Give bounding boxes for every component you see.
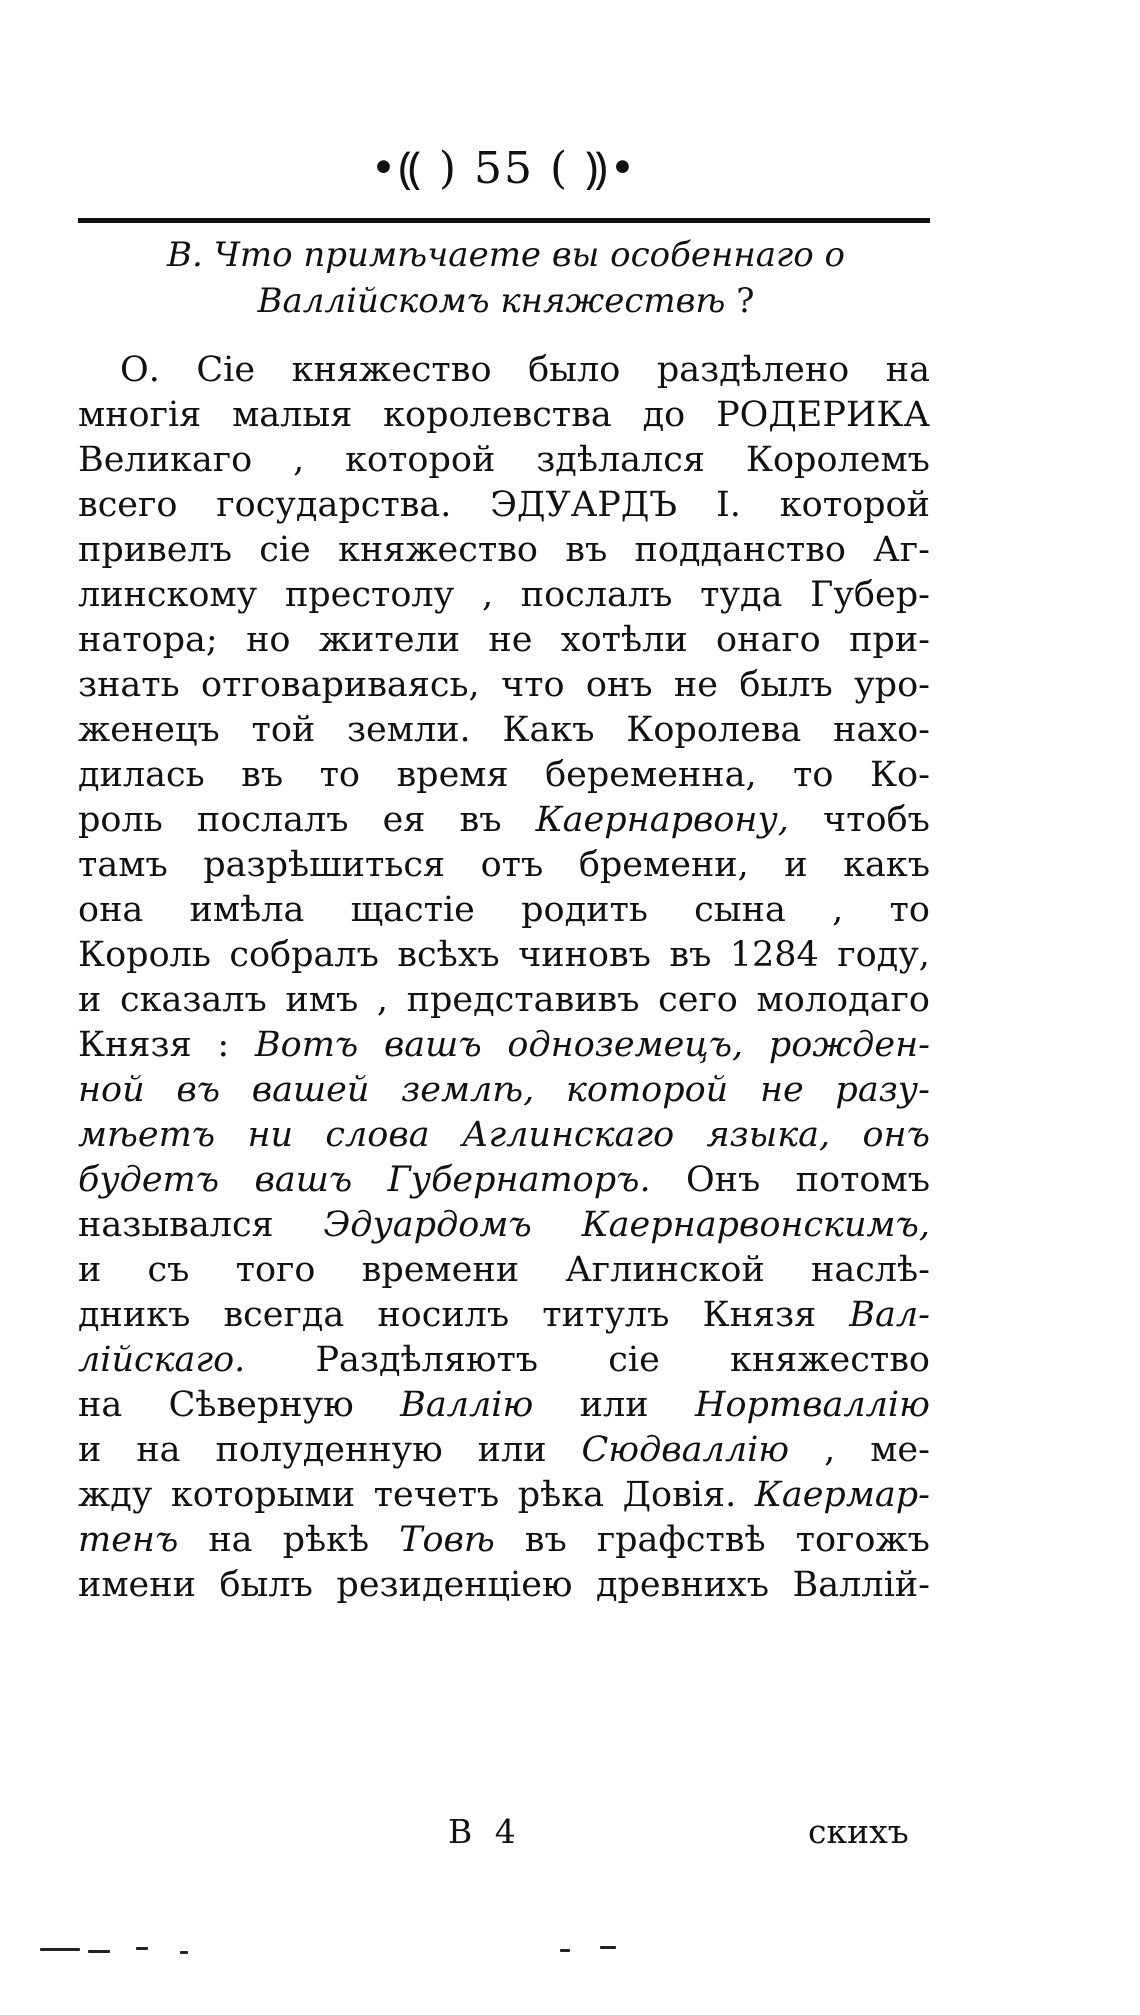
text-line: многія малыя королевства до РОДЕРИКА	[78, 395, 930, 435]
text-line: роль послалъ ея въ Каернарвону, чтобъ	[78, 800, 930, 840]
answer-body	[78, 348, 930, 1608]
text-line: Князя : Вотъ вашъ одноземецъ, рожден-	[78, 1025, 930, 1065]
signature-mark: В 4	[448, 1812, 522, 1851]
text-line: назывался Эдуардомъ Каернарвонскимъ,	[78, 1205, 930, 1245]
text-line: натора; но жители не хотѣли онаго при-	[78, 620, 930, 660]
question-heading	[95, 232, 917, 324]
text-line: и на полуденную или Сюдваллію , ме-	[78, 1430, 930, 1470]
text-line: тамъ разрѣшиться отъ бремени, и какъ	[78, 845, 930, 885]
text-line: дникъ всегда носилъ титулъ Князя Вал-	[78, 1295, 930, 1335]
text-line: имени былъ резиденціею древнихъ Валлій-	[78, 1565, 930, 1605]
text-line: женецъ той земли. Какъ Королева нахо-	[78, 710, 930, 750]
text-line: О. Сіе княжество было раздѣлено на	[120, 350, 930, 390]
text-line: она имѣла щастіе родить сына , то	[78, 890, 930, 930]
text-line: мѣетъ ни слова Аглинскаго языка, онъ	[78, 1115, 930, 1155]
text-line: Король собралъ всѣхъ чиновъ въ 1284 году,	[78, 935, 930, 975]
text-line: Великаго , которой здѣлался Королемъ	[78, 440, 930, 480]
header-rule	[78, 218, 930, 223]
text-line: лійскаго. Раздѣляютъ сіе княжество	[78, 1340, 930, 1380]
text-line: знать отговариваясь, что онъ не былъ уро-	[78, 665, 930, 705]
catchword: скихъ	[808, 1812, 909, 1851]
text-line: дилась въ то время беременна, то Ко-	[78, 755, 930, 795]
text-line: линскому престолу , послалъ туда Губер-	[78, 575, 930, 615]
page-footer	[0, 1812, 1140, 1858]
page-header: •⸨ ) 55 ( ⸩•	[370, 143, 638, 194]
question-text: В. Что примѣчаете вы особеннаго о Валлійскомъ княжествѣ	[167, 235, 845, 321]
text-line: и съ того времени Аглинской наслѣ-	[78, 1250, 930, 1290]
text-line: тенъ на рѣкѣ Товѣ въ графствѣ тогожъ	[78, 1520, 930, 1560]
page-edge-marks	[40, 1942, 640, 1958]
text-line: и сказалъ имъ , представивъ сего молодаго	[78, 980, 930, 1020]
text-line: будетъ вашъ Губернаторъ. Онъ потомъ	[78, 1160, 930, 1200]
question-mark: ?	[736, 281, 755, 321]
text-line: всего государства. ЭДУАРДЪ I. которой	[78, 485, 930, 525]
text-line: ной въ вашей землѣ, которой не разу-	[78, 1070, 930, 1110]
text-line: привелъ сіе княжество въ подданство Аг-	[78, 530, 930, 570]
text-line: на Сѣверную Валлію или Нортваллію	[78, 1385, 930, 1425]
text-line: жду которыми течетъ рѣка Довія. Каермар-	[78, 1475, 930, 1515]
